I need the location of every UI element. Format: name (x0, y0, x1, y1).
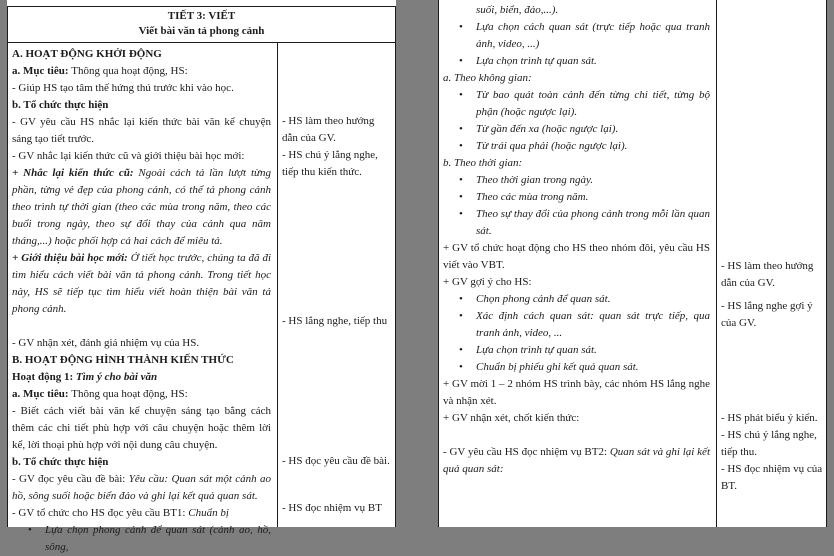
bullet-icon: • (459, 310, 463, 322)
text-run: - HS làm theo hướng dẫn của GV. (721, 260, 814, 289)
text-run: - HS phát biểu ý kiến. (721, 412, 818, 424)
bullet-icon: • (459, 140, 463, 152)
bullet-icon: • (459, 89, 463, 101)
lesson-title: TIẾT 3: VIẾT (167, 10, 236, 22)
lesson-paragraph (443, 342, 710, 359)
lesson-paragraph (12, 403, 271, 454)
text-run: - HS đọc nhiệm vụ của BT. (721, 463, 823, 492)
text-run: + GV tổ chức hoạt động cho HS theo nhóm đôi, yêu cầu HS viết vào VBT. (443, 242, 710, 271)
text-run: b. Tổ chức thực hiện (12, 456, 109, 468)
lesson-paragraph (443, 155, 710, 172)
text-run: Thông qua hoạt động, HS: (71, 388, 188, 400)
student-activity-note (721, 298, 824, 332)
text-run: Theo sự thay đổi của phong cảnh trong mỗi lần quan sát. (476, 208, 710, 237)
text-run: Ở tiết học trước, chúng ta đã đi tìm hiểu cách viết bài văn tả phong cảnh. Trong tiết học này, HS sẽ tiếp tục tìm hiểu viết hoàn thiện bài văn tả phong cảnh. (12, 252, 271, 315)
text-run: Yêu cầu: Quan sát một cảnh ao hồ, sông suối hoặc biển đảo và ghi lại kết quả quan sát. (12, 473, 271, 502)
student-activity-note (721, 410, 824, 427)
text-run: b. Tổ chức thực hiện (12, 99, 109, 111)
page-2 (438, 0, 827, 527)
lesson-paragraph (443, 53, 710, 70)
student-activity-note (721, 258, 824, 292)
lesson-paragraph (443, 410, 710, 427)
text-run: - Giúp HS tạo tâm thế hứng thú trước khi vào học. (12, 82, 234, 94)
bullet-icon: • (459, 191, 463, 203)
text-run: Hoạt động 1: (12, 371, 76, 383)
bullet-icon: • (459, 55, 463, 67)
text-run: Lựa chọn trình tự quan sát. (476, 55, 597, 67)
text-run: - HS đọc yêu cầu đề bài. (282, 455, 390, 467)
text-run: - GV yêu cầu HS đọc nhiệm vụ BT2: (443, 446, 610, 458)
text-run: Ngoài cách tả lần lượt từng phần, từng vẻ đẹp của phong cảnh, có thể tả phong cảnh theo trình tự thời gian (theo các mùa trong năm, theo các buổi trong ngày, theo sự đổi thay của cảnh qua năm tháng,...) hoặc phối hợp cả hai cách để miêu tả. (12, 167, 271, 247)
text-run: - HS lắng nghe gợi ý của GV. (721, 300, 813, 329)
lesson-paragraph (12, 114, 271, 148)
text-run: B. HOẠT ĐỘNG HÌNH THÀNH KIẾN THỨC (12, 354, 234, 366)
table-body-page2 (439, 0, 826, 527)
text-run: - Biết cách viết bài văn kể chuyện sáng tạo bằng cách thêm các chi tiết phù hợp với câu chuyện hoặc thêm lời kể, lời thoại phù hợp với nội dung câu chuyện. (12, 405, 271, 451)
text-run: a. Mục tiêu: (12, 65, 72, 77)
lesson-paragraph (443, 19, 710, 53)
lesson-paragraph (443, 70, 710, 87)
bullet-icon: • (459, 344, 463, 356)
student-activity-note (282, 453, 393, 470)
teacher-activities-column-page1 (8, 43, 278, 553)
student-activity-note (721, 427, 824, 461)
text-run: + Giới thiệu bài học mới: (12, 252, 131, 264)
bullet-icon: • (459, 174, 463, 186)
text-run: Lựa chọn trình tự quan sát. (476, 344, 597, 356)
bullet-icon: • (459, 208, 463, 220)
text-run: - HS làm theo hướng dẫn của GV. (282, 115, 375, 144)
lesson-paragraph (443, 189, 710, 206)
text-run: Từ trái qua phải (hoặc ngược lại). (476, 140, 628, 152)
student-activities-column-page2 (717, 0, 826, 527)
text-run: Từ bao quát toàn cảnh đến từng chi tiết, từng bộ phận (hoặc ngược lại). (476, 89, 710, 118)
lesson-header (8, 7, 395, 43)
lesson-paragraph (443, 274, 710, 291)
text-run: Lựa chọn phong cảnh để quan sát (cảnh ao, hồ, sông, (45, 524, 271, 553)
student-activity-note (721, 461, 824, 495)
lesson-paragraph (12, 505, 271, 522)
text-run: - GV tổ chức cho HS đọc yêu cầu BT1: (12, 507, 189, 519)
student-activities-column-page1 (278, 43, 395, 527)
text-run: Xác định cách quan sát: quan sát trực tiếp, qua tranh ảnh, video, ... (476, 310, 710, 339)
lesson-paragraph (12, 97, 271, 114)
student-activity-note (282, 500, 393, 517)
text-run: b. Theo thời gian: (443, 157, 523, 169)
text-run: Lựa chọn cách quan sát (trực tiếp hoặc qua tranh ảnh, video, ...) (476, 21, 710, 50)
student-activity-note (282, 313, 393, 330)
lesson-paragraph (12, 46, 271, 63)
lesson-paragraph (443, 376, 710, 410)
lesson-paragraph (443, 444, 710, 478)
text-run: suối, biển, đảo,...). (476, 4, 559, 16)
text-run: - HS lắng nghe, tiếp thu (282, 315, 388, 327)
text-run: - HS chú ý lắng nghe, tiếp thu. (721, 429, 817, 458)
lesson-paragraph (443, 121, 710, 138)
text-run: - GV yêu cầu HS nhắc lại kiến thức bài văn kể chuyện sáng tạo tiết trước. (12, 116, 271, 145)
lesson-paragraph (12, 454, 271, 471)
bullet-icon: • (459, 361, 463, 373)
teacher-activities-column-page2 (439, 0, 717, 527)
lesson-paragraph (12, 250, 271, 318)
text-run: - HS chú ý lắng nghe, tiếp thu kiến thức. (282, 149, 378, 178)
bullet-icon: • (459, 123, 463, 135)
lesson-paragraph (443, 291, 710, 308)
lesson-paragraph (12, 63, 271, 80)
lesson-paragraph (12, 386, 271, 403)
text-run: - HS đọc nhiệm vụ BT (282, 502, 382, 514)
text-run: a. Theo không gian: (443, 72, 532, 84)
lesson-paragraph (443, 308, 710, 342)
lesson-paragraph (12, 80, 271, 97)
page-1 (7, 0, 396, 553)
text-run: - GV đọc yêu cầu đề bài: (12, 473, 129, 485)
lesson-paragraph (443, 359, 710, 376)
bullet-icon: • (459, 293, 463, 305)
lesson-paragraph (12, 471, 271, 505)
lesson-paragraph (12, 165, 271, 250)
text-run: Theo các mùa trong năm. (476, 191, 589, 203)
text-run: Từ gần đến xa (hoặc ngược lại). (476, 123, 619, 135)
lesson-paragraph (443, 240, 710, 274)
text-run: + GV mời 1 – 2 nhóm HS trình bày, các nhóm HS lắng nghe và nhận xét. (443, 378, 710, 407)
text-run: + GV nhận xét, chốt kiến thức: (443, 412, 580, 424)
lesson-plan-table-page2 (438, 0, 827, 527)
text-run: - GV nhận xét, đánh giá nhiệm vụ của HS. (12, 337, 200, 349)
lesson-subtitle: Viết bài văn tả phong cảnh (138, 25, 265, 37)
text-run: a. Mục tiêu: (12, 388, 72, 400)
text-run: - GV nhắc lại kiến thức cũ và giới thiệu bài học mới: (12, 150, 245, 162)
text-run: Chuẩn bị (188, 507, 229, 519)
text-run: Theo thời gian trong ngày. (476, 174, 593, 186)
text-run: A. HOẠT ĐỘNG KHỞI ĐỘNG (12, 48, 162, 60)
text-run: + Nhắc lại kiến thức cũ: (12, 167, 139, 179)
student-activity-note (282, 147, 393, 181)
text-run: + GV gợi ý cho HS: (443, 276, 532, 288)
lesson-paragraph (443, 172, 710, 189)
text-run: Chọn phong cảnh để quan sát. (476, 293, 611, 305)
student-activity-note (282, 113, 393, 147)
lesson-plan-table-page1 (7, 6, 396, 553)
lesson-paragraph (443, 87, 710, 121)
lesson-paragraph (443, 206, 710, 240)
lesson-paragraph (443, 2, 710, 19)
text-run: Thông qua hoạt động, HS: (71, 65, 188, 77)
lesson-paragraph (12, 369, 271, 386)
lesson-paragraph (12, 522, 271, 556)
bullet-icon: • (28, 524, 32, 536)
lesson-paragraph (12, 352, 271, 369)
bullet-icon: • (459, 21, 463, 33)
text-run: Quan sát và ghi lại kết quả quan sát: (443, 446, 710, 475)
text-run: Tìm ý cho bài văn (75, 371, 158, 383)
text-run: Chuẩn bị phiếu ghi kết quả quan sát. (476, 361, 639, 373)
lesson-paragraph (12, 148, 271, 165)
table-body-page1 (8, 43, 395, 553)
lesson-paragraph (443, 138, 710, 155)
lesson-paragraph (12, 335, 271, 352)
